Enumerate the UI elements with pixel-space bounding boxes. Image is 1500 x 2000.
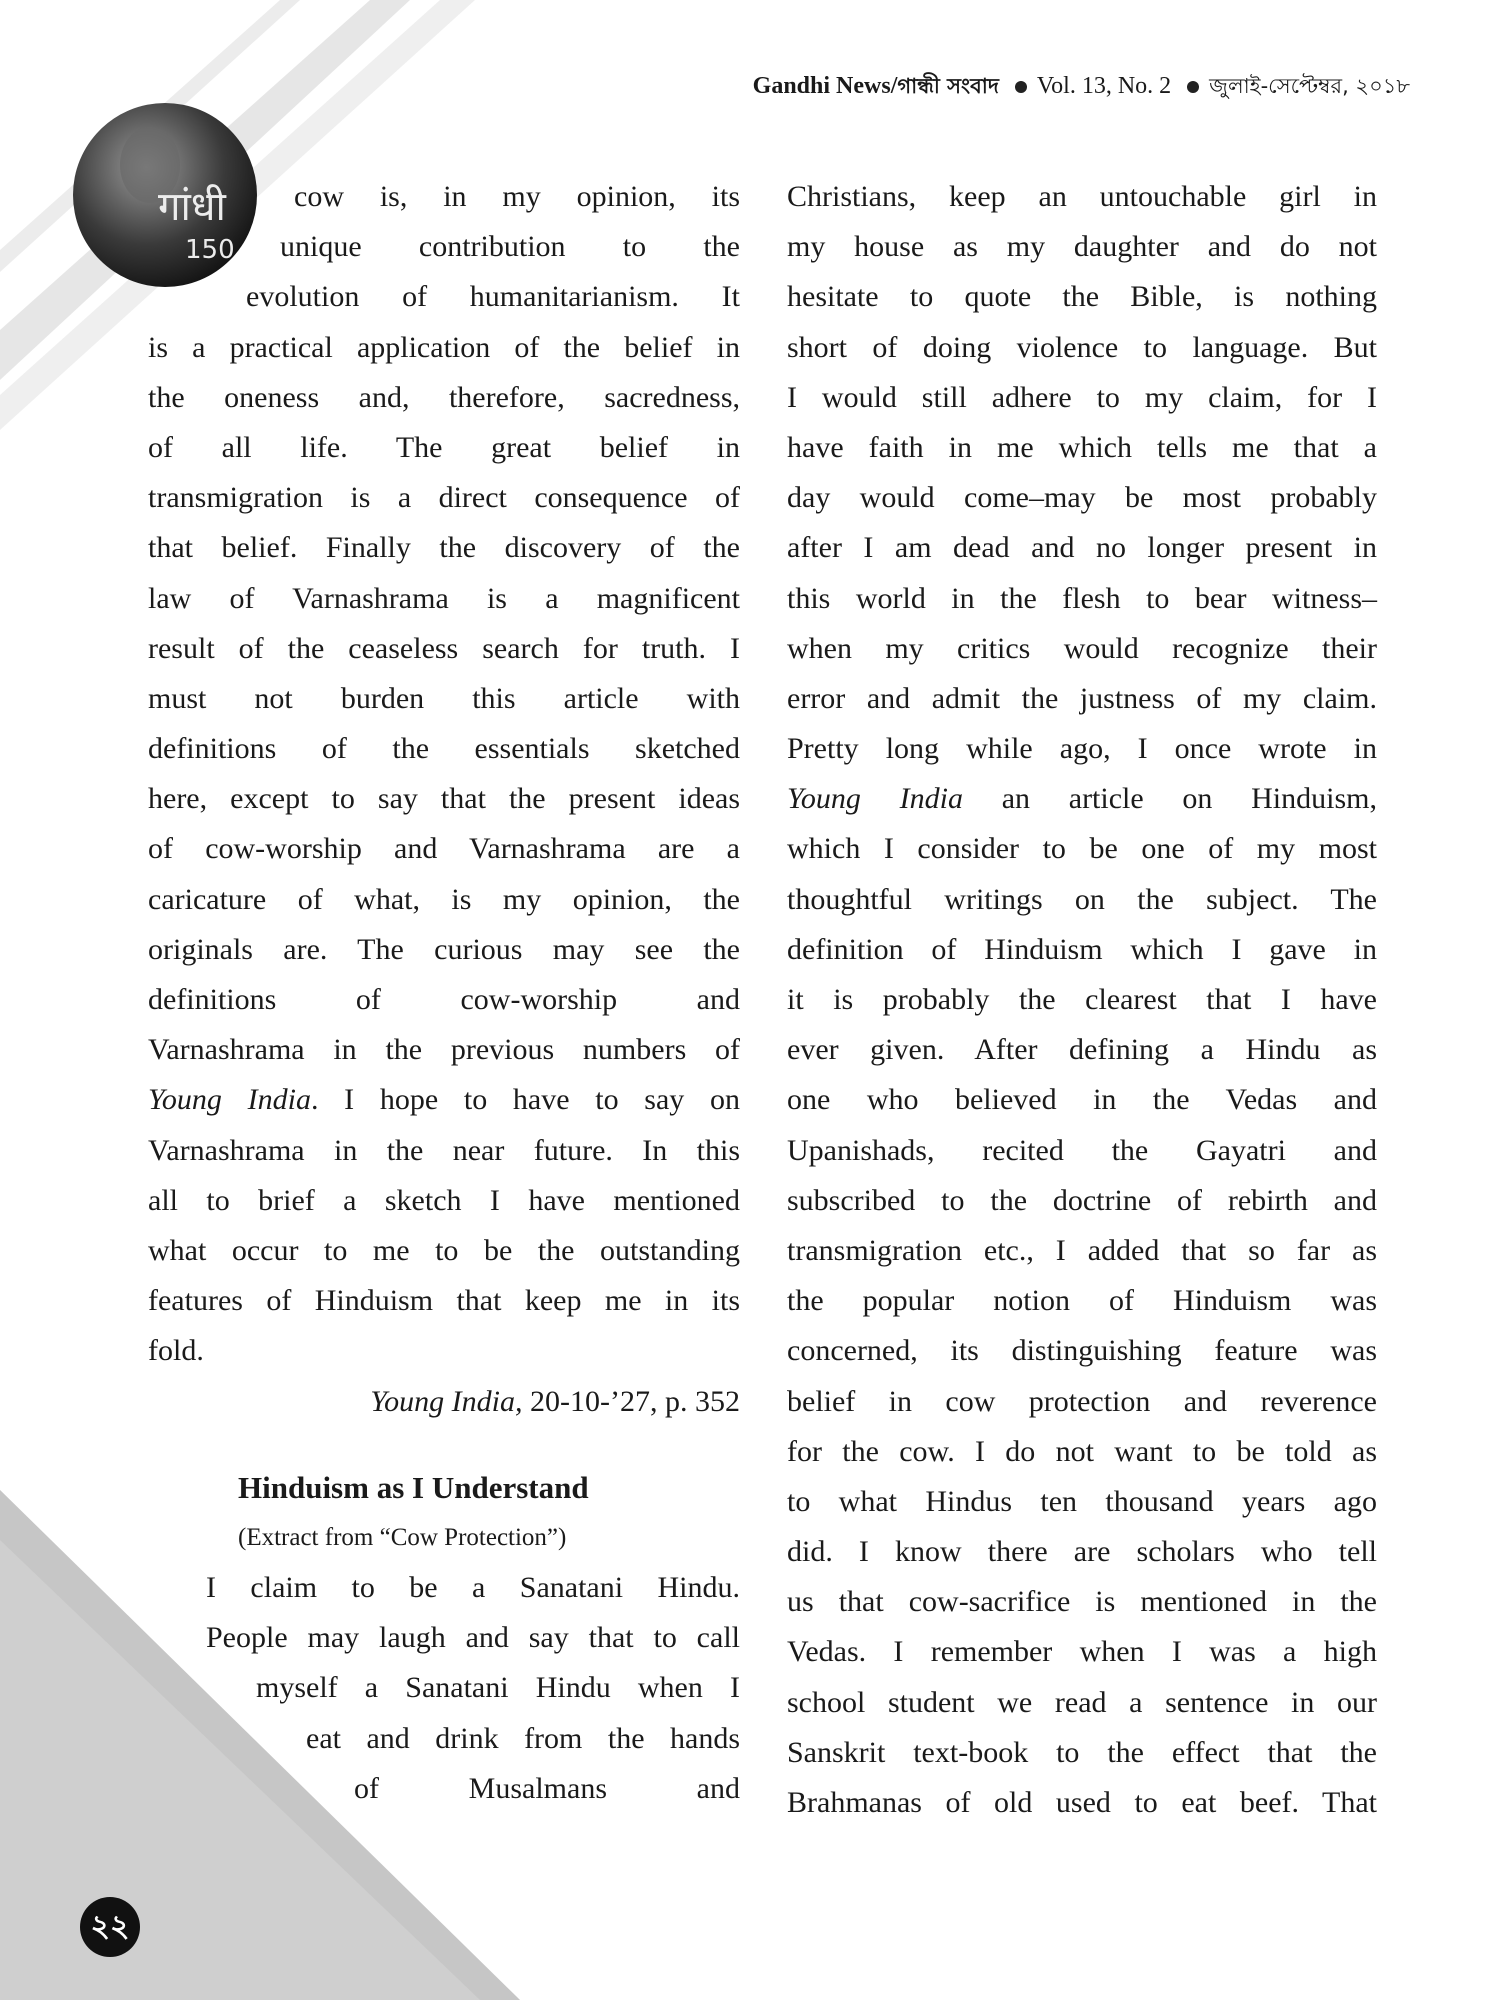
logo-text: गांधी (158, 184, 226, 230)
text-line: subscribed to the doctrine of rebirth and (787, 1183, 1377, 1217)
text-line (787, 774, 1377, 824)
text-line: eat and drink from the hands (306, 1721, 740, 1755)
section-subheading: (Extract from “Cow Protection”) (238, 1523, 567, 1551)
text-line: myself a Sanatani Hindu when I (256, 1671, 740, 1705)
text-line: concerned, its distinguishing feature was (787, 1334, 1377, 1368)
citation (148, 1377, 740, 1427)
spacer (148, 1427, 740, 1463)
text-line: to what Hindus ten thousand years ago (787, 1484, 1377, 1518)
text-line: definition of Hinduism which I gave in (787, 932, 1377, 966)
text-line: Christians, keep an untouchable girl in (787, 180, 1377, 213)
text-line: caricature of what, is my opinion, the (148, 882, 740, 916)
text-line: People may laugh and say that to call (206, 1621, 740, 1655)
citation-details: 20-10-’27, p. 352 (522, 1384, 740, 1418)
publication-title: Gandhi News (752, 73, 891, 99)
text-line: short of doing violence to language. But (787, 330, 1377, 364)
bullet-icon (1015, 81, 1027, 93)
text-fragment: an article on Hinduism, (962, 782, 1377, 816)
text-line: transmigration is a direct consequence of (148, 481, 740, 515)
text-line: result of the ceaseless search for truth. I (148, 631, 740, 665)
bengali-title: গান্ধী সংবাদ (897, 74, 999, 98)
text-line: cow is, in my opinion, its (294, 180, 740, 213)
section-heading: Hinduism as I Understand (238, 1469, 589, 1505)
text-line: the popular notion of Hinduism was (787, 1284, 1377, 1318)
text-line: which I consider to be one of my most (787, 832, 1377, 866)
text-line: ever given. After defining a Hindu as (787, 1033, 1377, 1067)
issue-date: জুলাই-সেপ্টেম্বর, ২০১৮ (1209, 74, 1410, 98)
text-line: have faith in me which tells me that a (787, 430, 1377, 464)
logo-number: 150 (185, 235, 235, 265)
text-line: Varnashrama in the near future. In this (148, 1133, 740, 1167)
text-line: my house as my daughter and do not (787, 230, 1377, 264)
text-line: here, except to say that the present ideas (148, 782, 740, 816)
text-line: when my critics would recognize their (787, 631, 1377, 665)
text-line: thoughtful writings on the subject. The (787, 882, 1377, 916)
text-fragment: . I hope to have to say on (310, 1083, 740, 1117)
text-line: that belief. Finally the discovery of the (148, 531, 740, 565)
text-line: law of Varnashrama is a magnificent (148, 581, 740, 615)
text-line: Pretty long while ago, I once wrote in (787, 732, 1377, 766)
citation-journal: Young India, (370, 1384, 523, 1418)
volume-info: Vol. 13, No. 2 (1036, 73, 1172, 99)
text-line: I would still adhere to my claim, for I (787, 380, 1377, 414)
text-line: error and admit the justness of my claim. (787, 681, 1377, 715)
text-line: Sanskrit text-book to the effect that the (787, 1735, 1377, 1769)
text-line: I claim to be a Sanatani Hindu. (206, 1571, 740, 1605)
text-line: originals are. The curious may see the (148, 932, 740, 966)
text-line: Upanishads, recited the Gayatri and (787, 1133, 1377, 1167)
text-line: definitions of the essentials sketched (148, 732, 740, 766)
text-line: is a practical application of the belief in (148, 330, 740, 364)
right-column (787, 172, 1377, 1828)
running-header (753, 70, 1410, 105)
text-line: Vedas. I remember when I was a high (787, 1635, 1377, 1669)
text-line: one who believed in the Vedas and (787, 1083, 1377, 1117)
text-line: day would come–may be most probably (787, 481, 1377, 515)
text-line: school student we read a sentence in our (787, 1685, 1377, 1719)
header-separator: / (890, 73, 898, 99)
text-line: the oneness and, therefore, sacredness, (148, 380, 740, 414)
text-line: features of Hinduism that keep me in its (148, 1284, 740, 1318)
page-number: ২২ (80, 1897, 140, 1957)
text-line: of all life. The great belief in (148, 430, 740, 464)
text-line: it is probably the clearest that I have (787, 983, 1377, 1016)
text-line (148, 1075, 740, 1125)
text-line: must not burden this article with (148, 681, 740, 715)
text-line: did. I know there are scholars who tell (787, 1535, 1377, 1569)
text-line: hesitate to quote the Bible, is nothing (787, 280, 1377, 314)
text-line: us that cow-sacrifice is mentioned in the (787, 1585, 1377, 1619)
text-line: Varnashrama in the previous numbers of (148, 1033, 740, 1067)
text-line: definitions of cow-worship and (148, 983, 740, 1016)
text-line: Brahmanas of old used to eat beef. That (787, 1786, 1377, 1819)
text-line: of Musalmans and (354, 1771, 740, 1805)
text-line: after I am dead and no longer present in (787, 531, 1377, 565)
text-line: all to brief a sketch I have mentioned (148, 1183, 740, 1217)
text-line: for the cow. I do not want to be told as (787, 1434, 1377, 1468)
journal-title: Young India (787, 782, 963, 816)
text-line: fold. (148, 1334, 204, 1368)
bullet-icon (1187, 81, 1199, 93)
text-line: what occur to me to be the outstanding (148, 1233, 740, 1267)
text-line: transmigration etc., I added that so far as (787, 1233, 1377, 1267)
journal-title: Young India (148, 1083, 311, 1117)
text-line: unique contribution to the (280, 230, 740, 264)
text-line: evolution of humanitarianism. It (246, 280, 740, 314)
text-line: belief in cow protection and reverence (787, 1384, 1377, 1418)
text-line: of cow-worship and Varnashrama are a (148, 832, 740, 866)
left-column (148, 172, 740, 1814)
text-line: this world in the flesh to bear witness– (787, 581, 1377, 615)
